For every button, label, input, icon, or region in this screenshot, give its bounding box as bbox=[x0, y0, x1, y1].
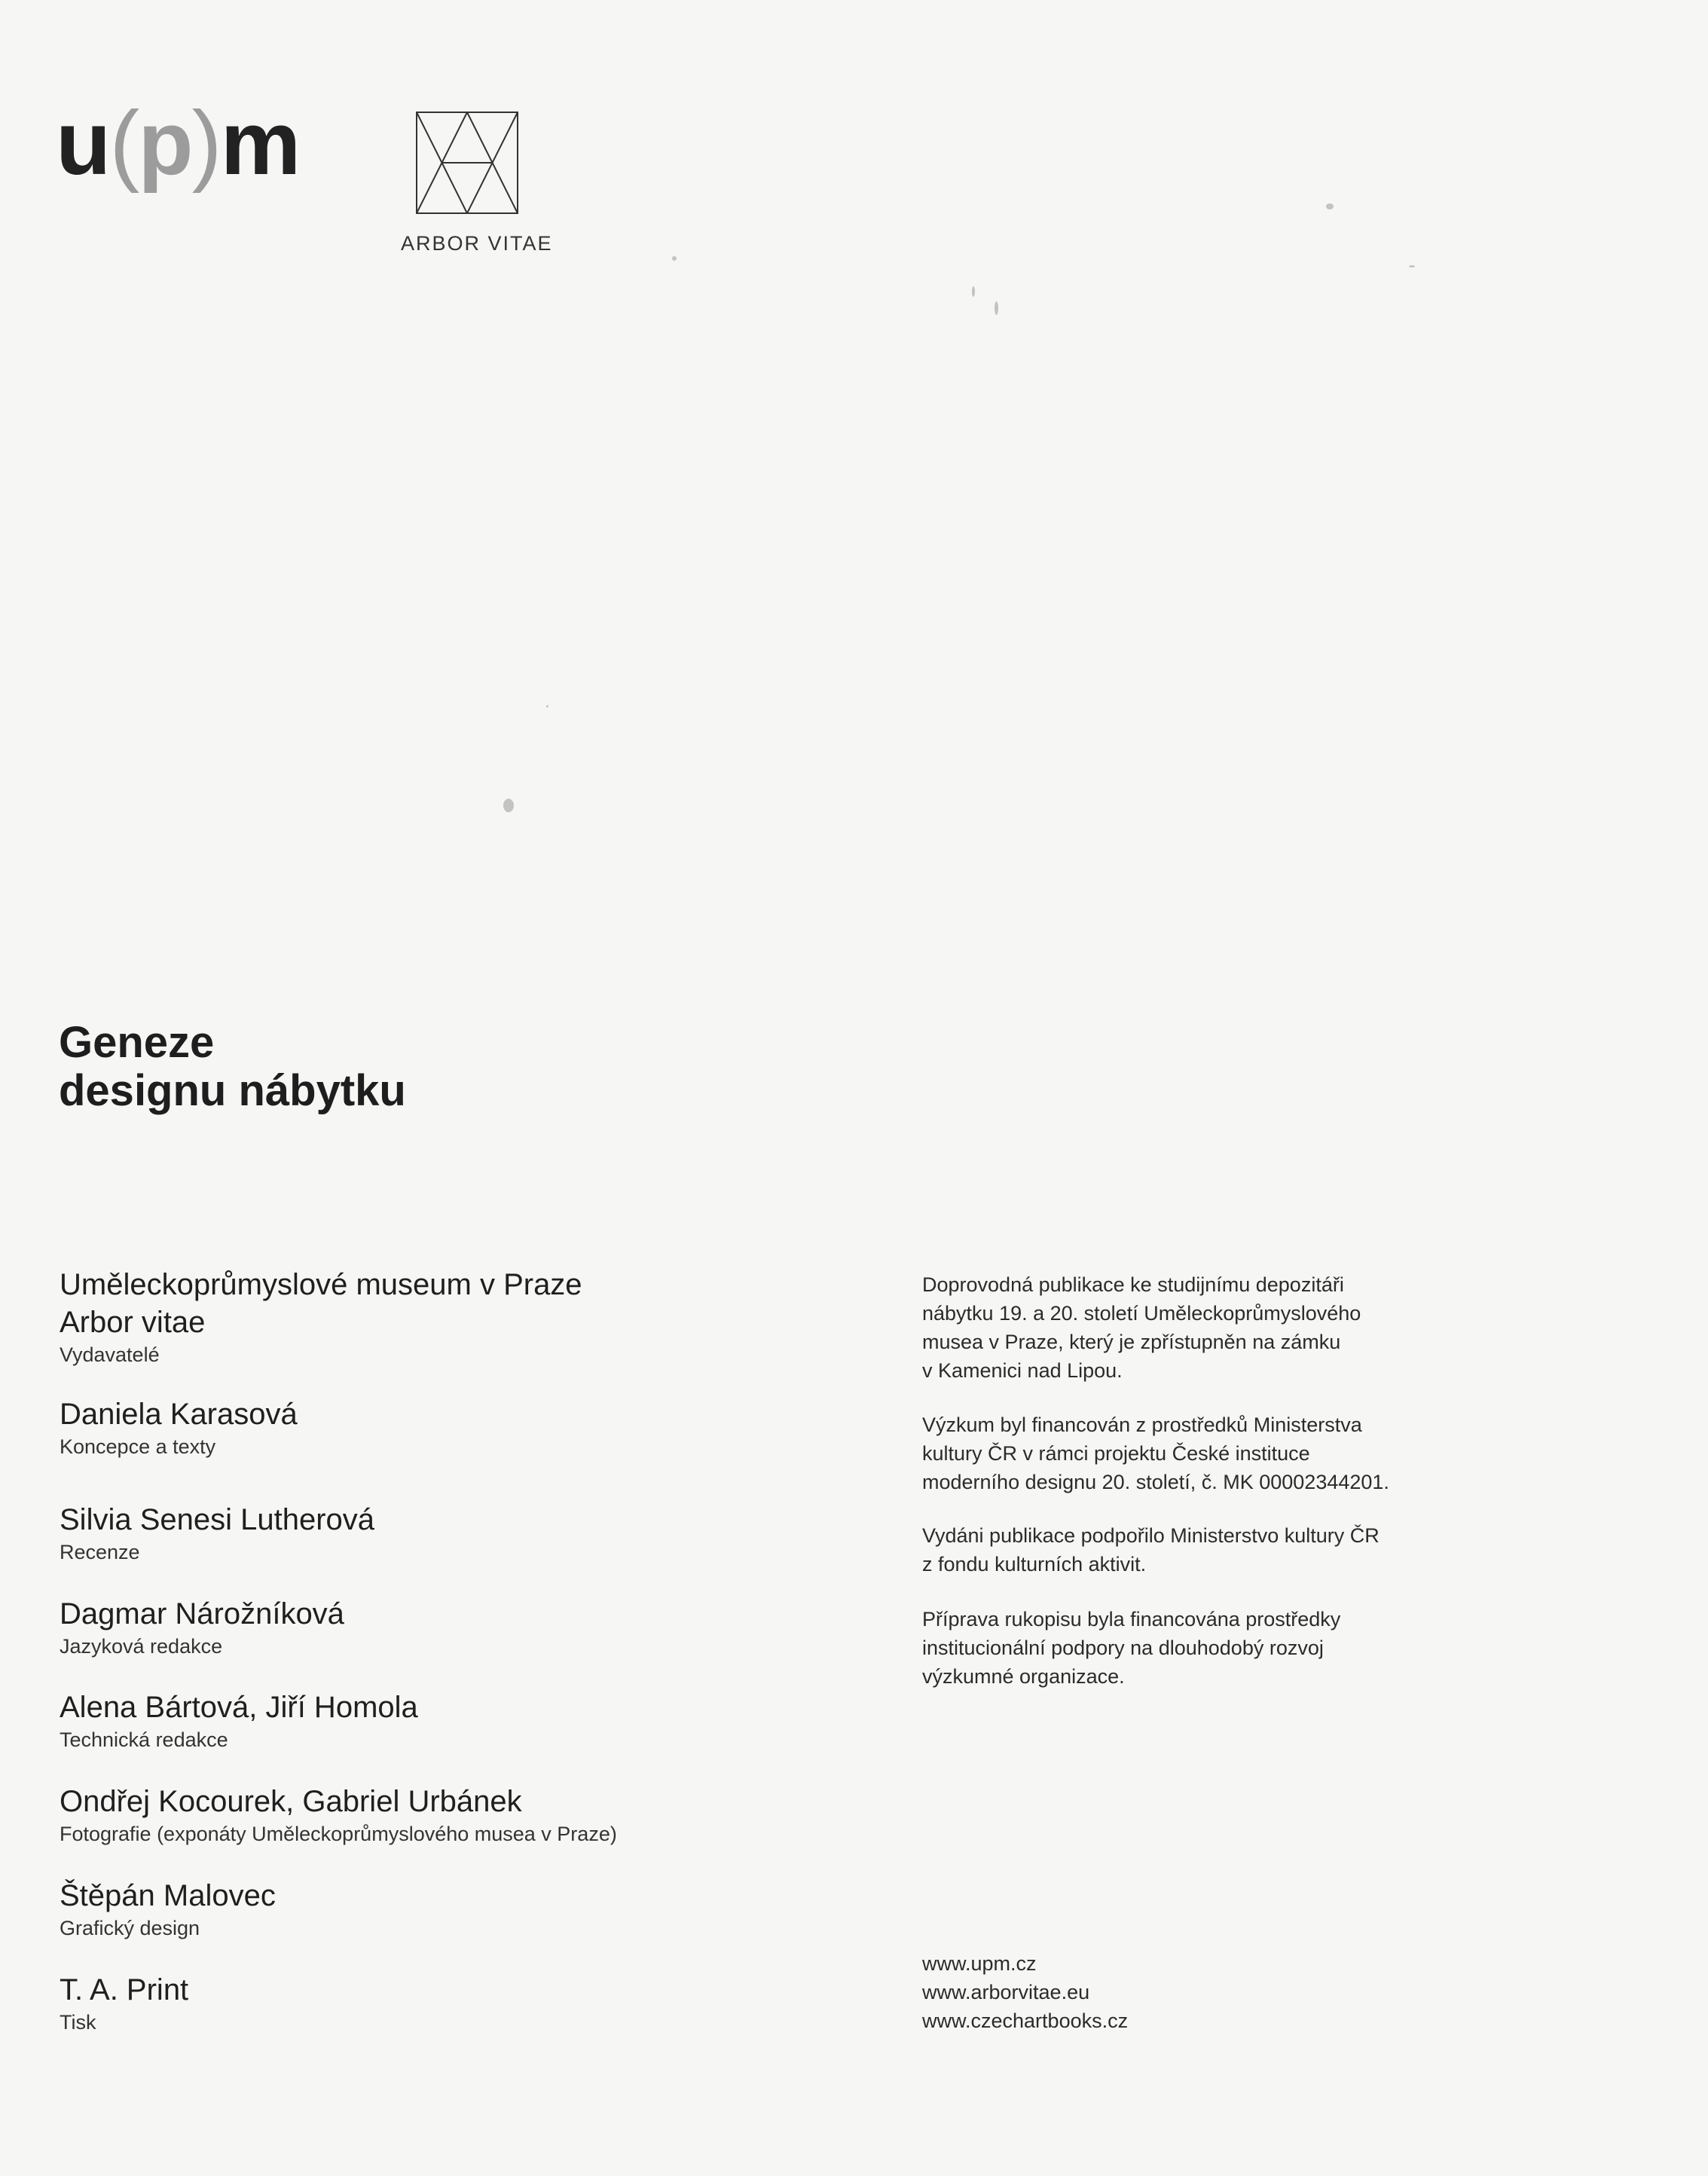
dust-speck bbox=[1326, 203, 1334, 209]
upm-logo-p: p bbox=[138, 93, 192, 194]
note-paragraph-3 bbox=[922, 1521, 1495, 1579]
credit-role: Koncepce a texty bbox=[60, 1435, 216, 1458]
note-paragraph-4 bbox=[922, 1605, 1495, 1691]
dust-speck bbox=[1409, 265, 1415, 267]
dust-speck bbox=[972, 286, 975, 297]
note-line: musea v Praze, který je zpřístupněn na zámku bbox=[922, 1331, 1341, 1353]
note-line: moderního designu 20. století, č. MK 00002344201. bbox=[922, 1471, 1389, 1493]
note-line: Vydáni publikace podpořilo Ministerstvo kultury ČR bbox=[922, 1524, 1380, 1547]
note-line: z fondu kulturních aktivit. bbox=[922, 1553, 1147, 1575]
credit-name: Dagmar Nárožníková bbox=[60, 1597, 344, 1630]
credit-name: Alena Bártová, Jiří Homola bbox=[60, 1691, 418, 1724]
credit-name: T. A. Print bbox=[60, 1973, 189, 2006]
link-czechartbooks[interactable]: www.czechartbooks.cz bbox=[922, 2009, 1129, 2032]
credit-technical-editing bbox=[60, 1689, 418, 1752]
note-line: kultury ČR v rámci projektu České instituce bbox=[922, 1442, 1310, 1465]
credit-graphic-design bbox=[60, 1877, 276, 1940]
credit-role: Grafický design bbox=[60, 1917, 200, 1939]
arbor-vitae-logo-icon bbox=[416, 112, 518, 214]
note-line: Příprava rukopisu byla financována prostředky bbox=[922, 1608, 1341, 1630]
credit-publishers bbox=[60, 1266, 582, 1367]
credit-role: Fotografie (exponáty Uměleckoprůmyslového musea v Praze) bbox=[60, 1823, 617, 1845]
link-upm[interactable]: www.upm.cz bbox=[922, 1952, 1037, 1975]
book-title bbox=[59, 1019, 406, 1115]
upm-logo-m: m bbox=[220, 93, 300, 194]
credit-role: Jazyková redakce bbox=[60, 1635, 223, 1658]
dust-speck bbox=[503, 799, 514, 812]
credit-name: Daniela Karasová bbox=[60, 1398, 298, 1431]
note-line: institucionální podpory na dlouhodobý rozvoj bbox=[922, 1637, 1324, 1659]
upm-logo-open-paren: ( bbox=[109, 93, 139, 194]
credit-concept bbox=[60, 1395, 298, 1459]
credit-photography bbox=[60, 1783, 617, 1846]
credit-language-editing bbox=[60, 1595, 344, 1658]
credit-print bbox=[60, 1971, 188, 2034]
credit-name: Štěpán Malovec bbox=[60, 1879, 276, 1912]
credit-role: Technická redakce bbox=[60, 1728, 228, 1751]
note-paragraph-1 bbox=[922, 1270, 1495, 1385]
title-line-2: designu nábytku bbox=[59, 1066, 406, 1115]
title-line-1: Geneze bbox=[59, 1018, 215, 1067]
credit-role: Vydavatelé bbox=[60, 1343, 160, 1366]
note-line: Doprovodná publikace ke studijnímu depozitáři bbox=[922, 1273, 1344, 1296]
note-line: výzkumné organizace. bbox=[922, 1665, 1125, 1688]
credit-name: Uměleckoprůmyslové museum v Praze bbox=[60, 1268, 582, 1301]
credit-role: Tisk bbox=[60, 2011, 96, 2034]
dust-speck bbox=[672, 256, 677, 261]
website-links bbox=[922, 1949, 1128, 2035]
credit-review bbox=[60, 1501, 374, 1564]
note-line: Výzkum byl financován z prostředků Ministerstva bbox=[922, 1413, 1362, 1436]
upm-logo-u: u bbox=[56, 93, 110, 194]
link-arborvitae[interactable]: www.arborvitae.eu bbox=[922, 1981, 1090, 2003]
note-paragraph-2 bbox=[922, 1410, 1495, 1496]
credit-role: Recenze bbox=[60, 1541, 140, 1563]
upm-logo-close-paren: ) bbox=[191, 93, 221, 194]
arbor-vitae-label: ARBOR VITAE bbox=[401, 232, 553, 255]
note-line: v Kamenici nad Lipou. bbox=[922, 1359, 1123, 1382]
credit-name: Ondřej Kocourek, Gabriel Urbánek bbox=[60, 1785, 522, 1818]
upm-logo bbox=[56, 93, 300, 194]
credit-name-2: Arbor vitae bbox=[60, 1306, 206, 1339]
credit-name: Silvia Senesi Lutherová bbox=[60, 1503, 375, 1536]
note-line: nábytku 19. a 20. století Uměleckoprůmyslového bbox=[922, 1302, 1361, 1325]
dust-speck bbox=[995, 301, 998, 315]
dust-speck bbox=[546, 705, 548, 708]
